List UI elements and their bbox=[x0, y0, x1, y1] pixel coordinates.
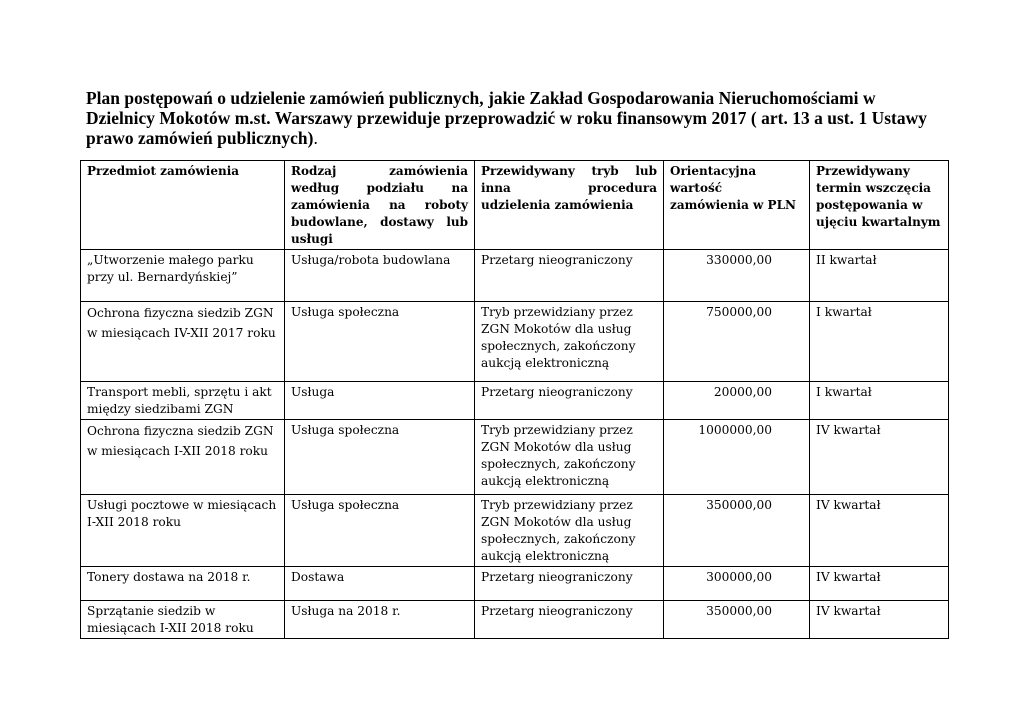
cell-value: 330000,00 bbox=[664, 250, 810, 302]
table-row bbox=[81, 567, 949, 601]
header-subject: Przedmiot zamówienia bbox=[81, 161, 285, 250]
cell-value: 1000000,00 bbox=[664, 420, 810, 495]
document-title-main: Plan postępowań o udzielenie zamówień publicznych, jakie Zakład Gospodarowania Nieruchomościami w Dzielnicy Mokotów m.st. Warszawy przewiduje przeprowadzić w roku finansowym 2017 ( art. 13 a ust. 1 Ustawy prawo zamówień publicznych) bbox=[86, 88, 927, 148]
cell-term: IV kwartał bbox=[810, 601, 949, 639]
cell-term: IV kwartał bbox=[810, 420, 949, 495]
cell-type: Usługa na 2018 r. bbox=[285, 601, 475, 639]
cell-procedure: Przetarg nieograniczony bbox=[475, 567, 664, 601]
cell-term: IV kwartał bbox=[810, 567, 949, 601]
cell-value: 350000,00 bbox=[664, 601, 810, 639]
cell-value: 750000,00 bbox=[664, 302, 810, 382]
cell-subject: Ochrona fizyczna siedzib ZGN w miesiącach IV-XII 2017 roku bbox=[81, 302, 285, 382]
cell-procedure: Przetarg nieograniczony bbox=[475, 250, 664, 302]
header-estimated-value: Orientacyjna wartość zamówienia w PLN bbox=[664, 161, 810, 250]
cell-term: I kwartał bbox=[810, 302, 949, 382]
cell-term: IV kwartał bbox=[810, 495, 949, 567]
cell-type: Usługa/robota budowlana bbox=[285, 250, 475, 302]
table-row bbox=[81, 302, 949, 382]
table-row bbox=[81, 495, 949, 567]
cell-type: Usługa społeczna bbox=[285, 302, 475, 382]
header-procedure: Przewidywany tryb lub inna procedura udzielenia zamówienia bbox=[475, 161, 664, 250]
header-start-term: Przewidywany termin wszczęcia postępowania w ujęciu kwartalnym bbox=[810, 161, 949, 250]
cell-procedure: Przetarg nieograniczony bbox=[475, 382, 664, 420]
cell-type: Usługa społeczna bbox=[285, 420, 475, 495]
cell-type: Usługa społeczna bbox=[285, 495, 475, 567]
cell-subject: Ochrona fizyczna siedzib ZGN w miesiącach I-XII 2018 roku bbox=[81, 420, 285, 495]
cell-subject: Tonery dostawa na 2018 r. bbox=[81, 567, 285, 601]
cell-procedure: Przetarg nieograniczony bbox=[475, 601, 664, 639]
table-row bbox=[81, 420, 949, 495]
cell-subject: Sprzątanie siedzib w miesiącach I-XII 2018 roku bbox=[81, 601, 285, 639]
cell-value: 350000,00 bbox=[664, 495, 810, 567]
cell-term: I kwartał bbox=[810, 382, 949, 420]
document-title-end: . bbox=[313, 128, 318, 148]
cell-subject: Usługi pocztowe w miesiącach I-XII 2018 roku bbox=[81, 495, 285, 567]
table-row bbox=[81, 382, 949, 420]
cell-type: Usługa bbox=[285, 382, 475, 420]
cell-procedure: Tryb przewidziany przez ZGN Mokotów dla usług społecznych, zakończony aukcją elektroniczną bbox=[475, 420, 664, 495]
procurement-plan-table bbox=[80, 160, 949, 639]
table-row bbox=[81, 601, 949, 639]
cell-subject: Transport mebli, sprzętu i akt między siedzibami ZGN bbox=[81, 382, 285, 420]
cell-subject: „Utworzenie małego parku przy ul. Bernardyńskiej” bbox=[81, 250, 285, 302]
document-title bbox=[86, 88, 936, 148]
cell-procedure: Tryb przewidziany przez ZGN Mokotów dla usług społecznych, zakończony aukcją elektroniczną bbox=[475, 302, 664, 382]
header-order-type: Rodzaj zamówienia według podziału na zamówienia na roboty budowlane, dostawy lub usługi bbox=[285, 161, 475, 250]
cell-term: II kwartał bbox=[810, 250, 949, 302]
cell-value: 300000,00 bbox=[664, 567, 810, 601]
table-header-row bbox=[81, 161, 949, 250]
cell-value: 20000,00 bbox=[664, 382, 810, 420]
cell-procedure: Tryb przewidziany przez ZGN Mokotów dla usług społecznych, zakończony aukcją elektroniczną bbox=[475, 495, 664, 567]
table-row bbox=[81, 250, 949, 302]
cell-type: Dostawa bbox=[285, 567, 475, 601]
